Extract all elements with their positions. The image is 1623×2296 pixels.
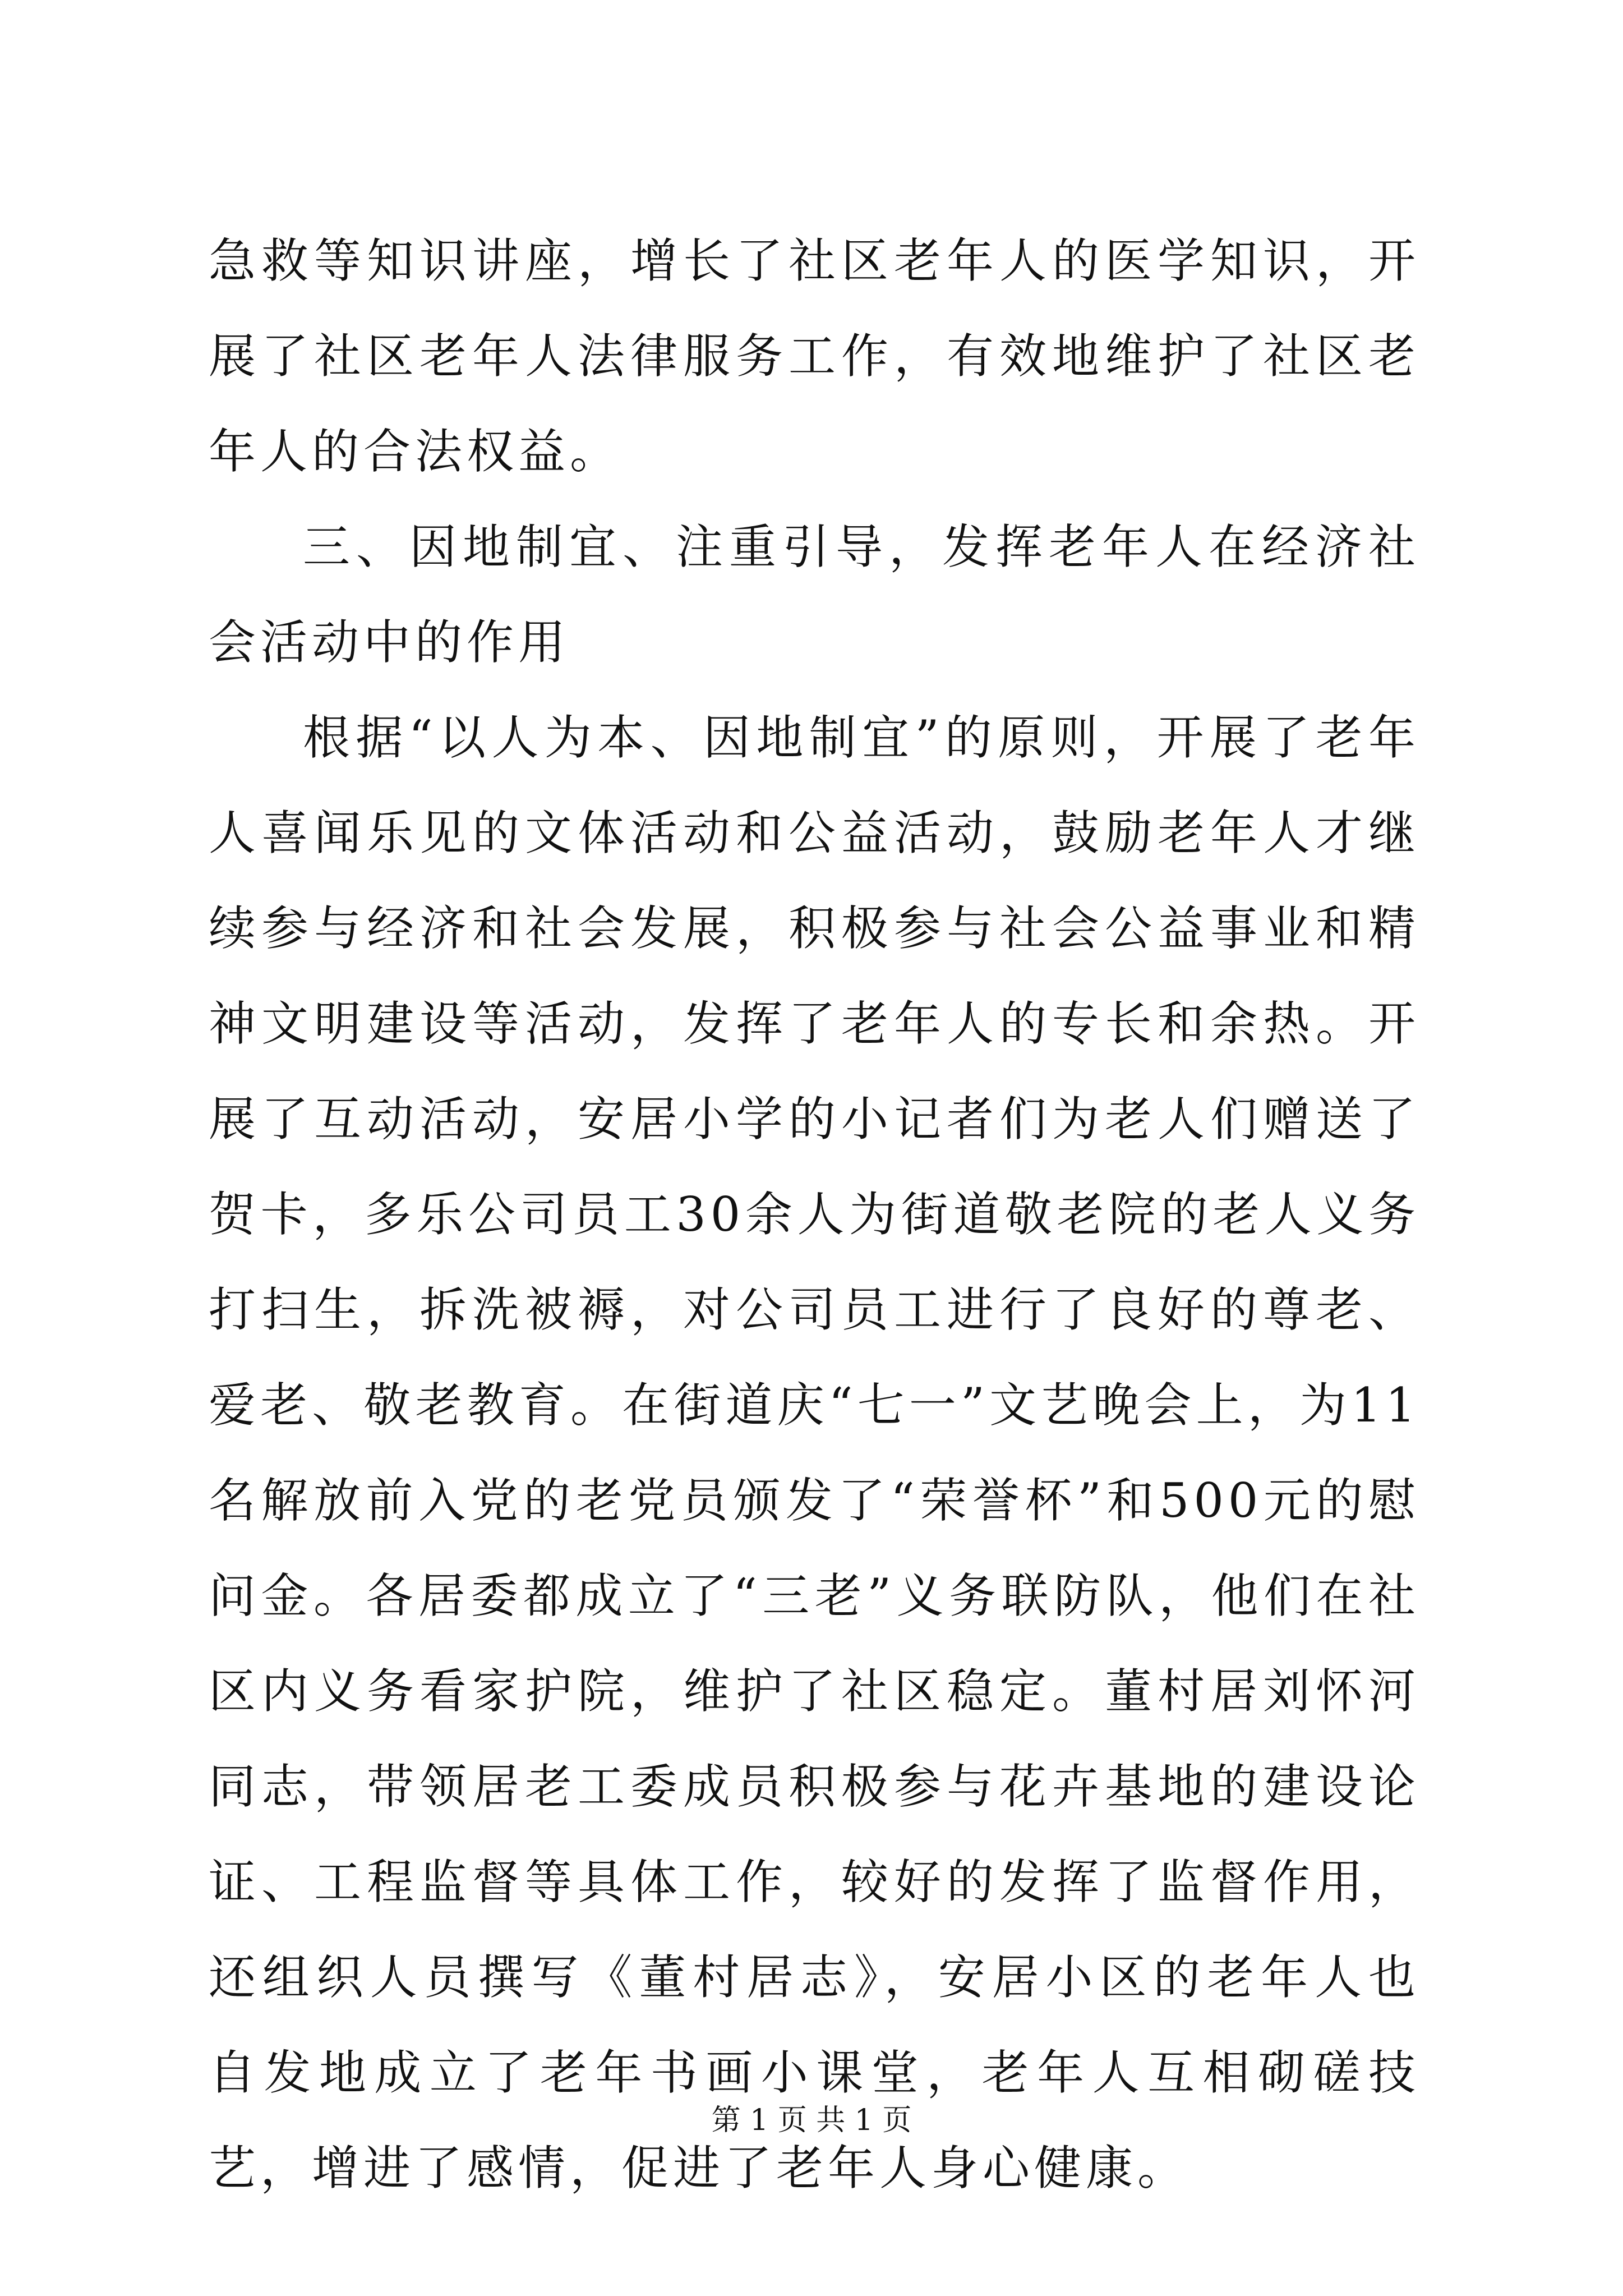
document-body xyxy=(209,213,1420,2216)
page-footer: 第 1 页 共 1 页 xyxy=(711,2104,912,2137)
paragraph-body: 根据“以人为本、因地制宜”的原则，开展了老年人喜闻乐见的文体活动和公益活动，鼓励老年人才继续参与经济和社会发展，积极参与社会公益事业和精神文明建设等活动，发挥了老年人的专长和余热。开展了互动活动，安居小学的小记者们为老人们赠送了贺卡，多乐公司员工30余人为街道敬老院的老人义务打扫生，拆洗被褥，对公司员工进行了良好的尊老、爱老、敬老教育。在街道庆“七一”文艺晚会上，为11名解放前入党的老党员颁发了“荣誉杯”和500元的慰问金。各居委都成立了“三老”义务联防队，他们在社区内义务看家护院，维护了社区稳定。董村居刘怀河同志，带领居老工委成员积极参与花卉基地的建设论证、工程监督等具体工作，较好的发挥了监督作用，还组织人员撰写《董村居志》，安居小区的老年人也自发地成立了老年书画小课堂，老年人互相砌磋技艺，增进了感情，促进了老年人身心健康。 xyxy=(209,710,1420,2196)
paragraph-continuation: 急救等知识讲座，增长了社区老年人的医学知识，开展了社区老年人法律服务工作，有效地维护了社区老年人的合法权益。 xyxy=(209,233,1420,479)
section-heading: 三、因地制宜、注重引导，发挥老年人在经济社会活动中的作用 xyxy=(209,519,1420,670)
